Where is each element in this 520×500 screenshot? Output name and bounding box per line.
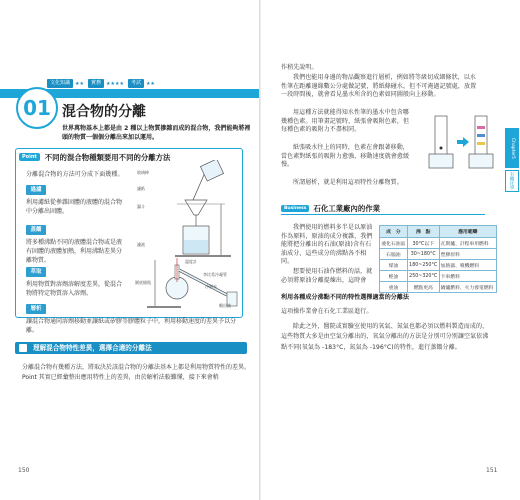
chapter-tab: Chapter5	[505, 128, 519, 168]
label-filter-paper: 濾紙	[137, 186, 145, 191]
method-filter-label: 過濾	[26, 185, 46, 195]
label-filtrate: 濾液	[137, 242, 145, 247]
business-pill: Business	[281, 205, 309, 212]
business-title: 石化工業廠內的作業	[313, 204, 380, 213]
label-funnel: 漏斗	[137, 204, 145, 209]
page-number-left: 150	[18, 467, 30, 474]
arrow-icon	[457, 137, 469, 147]
method-filter-desc: 利用濾紙從參雜固體的液體的混合物中分離出固體。	[26, 199, 123, 215]
right-para-2: 我們也能用身邊的物品觀察進行層析，例如將等級切成細條狀，以水性筆在距離邊緣數公分處做記號，將紙條碰水，但不可淹過記號處，放置一段時間後，就會看見墨水所含的色素如同圖般向上移動。	[281, 74, 477, 99]
left-body-text: 分離混合物有幾種方法，將取決於該混合物的分離法基本上都是利用物質特性的差異。Point 其實已經彙整出應用特性上的差異，由於解析法較難懂，接下來會稍	[22, 364, 251, 382]
table-row: 重油 燃點更高 鍋爐燃料、火力發電燃料	[380, 282, 497, 293]
difficulty-tags	[47, 79, 155, 88]
right-bold-phrase: 利用各種成分沸點不同的特性選擇適當的分離法	[281, 294, 410, 301]
tag-exam: 考試 ★★	[128, 79, 155, 88]
pouring-beaker	[200, 160, 223, 181]
label-water: 冷卻水	[205, 284, 217, 289]
lab-apparatus-illustration	[135, 160, 245, 310]
label-flask: 圓底燒瓶	[135, 280, 151, 285]
section-bar-icon	[19, 344, 27, 352]
lead-paragraph: 世界萬物基本上都是由 2 種以上物質摻雜而成的混合物，我們能夠將裡頭的物質一個個分離出來加以運用。	[62, 125, 251, 141]
point-title: 不同的混合物種類要用不同的分離方法	[44, 152, 171, 162]
chromatography-illustration	[425, 110, 495, 190]
method-extract-label: 萃取	[26, 267, 46, 277]
right-para-6: 這項操作業會在石化工業區進行。	[281, 308, 373, 315]
label-glass-rod: 玻璃棒	[137, 170, 149, 175]
table-row: 輕油 250~320°C 卡車燃料	[380, 271, 497, 282]
section-title: 混合物的分離	[62, 104, 146, 120]
label-condenser: 李比希冷凝管	[203, 272, 227, 277]
method-extract-desc: 利用物質對溶劑溶解度差異，從混合物將特定物質溶入溶劑。	[26, 281, 123, 297]
label-thermometer: 溫度計	[185, 259, 197, 264]
method-distill-desc: 將多種沸點不同的液體混合物或是液有固體的液體加熱，利用沸點差異分離物質。	[26, 239, 123, 264]
section-number: 01	[16, 87, 58, 129]
tag-culture: 文化知識 ★★	[47, 79, 84, 88]
right-para-oil-2: 想要使用石油作燃料的話，就必須將原油分離提煉出，這時會	[281, 268, 373, 284]
table-header: 沸 點	[407, 226, 439, 238]
section-bar-title: 理解混合物特性差異，選擇合適的分離法	[33, 344, 152, 352]
method-chroma-desc: 讓混合物通同溶劑移動並讓紙或矽膠等膠體粒子中，利用移動速度的差異予以分離。	[26, 318, 237, 334]
business-section-header	[281, 203, 380, 214]
table-row: 煤油 180~250°C 加熱器、噴機燃料	[380, 260, 497, 271]
tag-practice: 實務 ★★★★	[88, 79, 124, 88]
label-distillate: 餾出液	[219, 303, 231, 308]
paper-strip-before	[435, 116, 447, 156]
method-distill-label: 蒸餾	[26, 225, 46, 235]
section-underline	[281, 214, 485, 215]
funnel	[185, 200, 207, 215]
crude-oil-table	[379, 225, 497, 293]
table-row: 石腦油 30~180°C 塑膠原料	[380, 249, 497, 260]
page-number-right: 151	[486, 467, 498, 474]
point-tag: Point	[19, 153, 40, 161]
right-para-7: 除此之外，醫院或實驗室使用的氧氣、氮氣也都必須以燃料製造而成的，這些物質大多是由空氣分離出的，氧氣分離出的方法是分別可分別讓空氣依沸點不同(氧氣為 -183°C，氮氣為 -196°C)的特性，進行蒸餾分離。	[281, 323, 489, 351]
point-intro: 分離混合物的方法可分成下面幾種。	[26, 171, 124, 178]
right-para-oil: 我們使用的燃料多半是以原油作為原料，原油的成分複雜，我們能將把分離出的石油(原油)含有石油成分，這些成分的沸點各不相同。	[281, 224, 373, 266]
right-para-3: 用這種方法就能得知水性筆的墨水中包含哪幾種色素。用筆畫記號時，紙張會吸附色素，但每種色素的吸附力不盡相同。	[281, 109, 410, 134]
table-header: 成 分	[380, 226, 408, 238]
chapter-subtab: 有機化學	[505, 170, 519, 192]
right-para-1: 作稍先說明。	[281, 64, 318, 71]
right-para-4: 紙張吸水往上的同時，色素在會跟著移動，當色素對紙張的吸附力愈強，移動速度就會愈緩慢。	[281, 144, 410, 169]
right-para-5: 所謂層析，就是利用這項特性分離物質。	[293, 179, 403, 186]
method-chroma-label: 層析	[26, 304, 46, 314]
table-row: 液化石油氣 30°C以下 瓦斯爐、計程車用燃料	[380, 238, 497, 249]
table-header: 應用範疇	[439, 226, 496, 238]
